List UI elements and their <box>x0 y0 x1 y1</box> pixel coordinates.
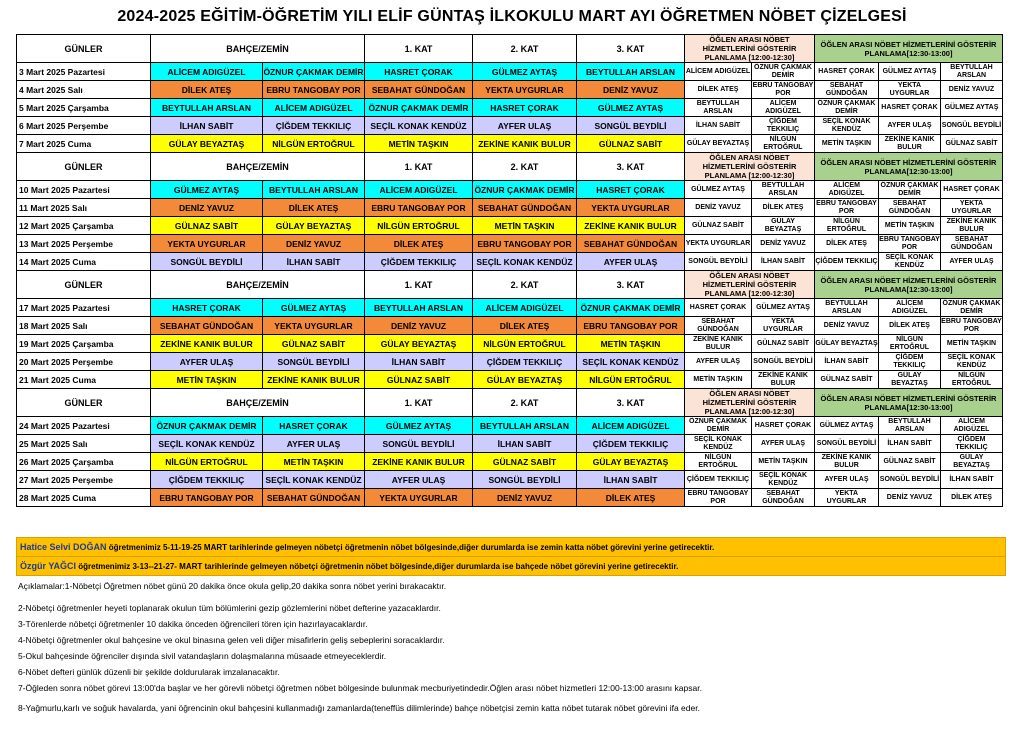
duty-cell: EBRU TANGOBAY POR <box>365 199 473 217</box>
lunch-cell: İLHAN SABİT <box>879 435 941 453</box>
explanation-line: 6-Nöbet defteri günlük düzenli bir şekilde doldurularak imzalanacaktır. <box>18 667 280 677</box>
header-garden: BAHÇE/ZEMİN <box>151 271 365 299</box>
schedule-row <box>17 471 1003 489</box>
duty-cell: HASRET ÇORAK <box>577 181 685 199</box>
lunch-cell: İLHAN SABİT <box>815 353 879 371</box>
header-row <box>17 153 1003 181</box>
duty-cell: NİLGÜN ERTOĞRUL <box>577 371 685 389</box>
lunch-cell: GÜLAY BEYAZTAŞ <box>941 453 1003 471</box>
lunch-cell: EBRU TANGOBAY POR <box>879 236 940 251</box>
lunch-cell: METİN TAŞKIN <box>815 135 879 153</box>
lunch-cell: SEÇİL KONAK KENDÜZ <box>815 117 879 135</box>
lunch-cell: YEKTA UYGURLAR <box>879 81 941 99</box>
lunch-cell: HASRET ÇORAK <box>879 99 941 117</box>
duty-cell: DİLEK ATEŞ <box>263 199 365 217</box>
day-cell: 25 Mart 2025 Salı <box>17 435 151 453</box>
lunch-cell: ALİCEM ADIGÜZEL <box>685 63 752 81</box>
day-cell: 19 Mart 2025 Çarşamba <box>17 335 151 353</box>
duty-cell: SONGÜL BEYDİLİ <box>365 435 473 453</box>
schedule-row <box>17 235 1003 253</box>
duty-cell: SONGÜL BEYDİLİ <box>473 471 577 489</box>
lunch-cell: ÖZNUR ÇAKMAK DEMİR <box>879 181 941 199</box>
lunch-cell: DENİZ YAVUZ <box>685 199 752 217</box>
duty-schedule-table <box>16 34 1003 507</box>
duty-cell: ALİCEM ADIGÜZEL <box>365 181 473 199</box>
duty-cell: SONGÜL BEYDİLİ <box>151 253 263 271</box>
lunch-cell: METİN TAŞKIN <box>685 371 752 389</box>
lunch-cell: GÜLNAZ SABİT <box>815 371 879 389</box>
duty-cell: DENİZ YAVUZ <box>151 199 263 217</box>
lunch-cell: ÇİĞDEM TEKKILIÇ <box>815 253 879 271</box>
lunch-cell: GÜLMEZ AYTAŞ <box>752 299 815 317</box>
duty-cell: NİLGÜN ERTOĞRUL <box>263 135 365 153</box>
duty-cell: GÜLAY BEYAZTAŞ <box>151 135 263 153</box>
duty-cell: YEKTA UYGURLAR <box>473 81 577 99</box>
lunch-cell: YEKTA UYGURLAR <box>752 317 815 335</box>
duty-cell: İLHAN SABİT <box>365 353 473 371</box>
lunch-cell: NİLGÜN ERTOĞRUL <box>815 217 879 235</box>
lunch-cell: SEÇİL KONAK KENDÜZ <box>879 253 941 271</box>
duty-cell: YEKTA UYGURLAR <box>365 489 473 507</box>
lunch-cell: SEÇİL KONAK KENDÜZ <box>685 435 752 453</box>
duty-cell: SEBAHAT GÜNDOĞAN <box>473 199 577 217</box>
duty-cell: ZEKİNE KANIK BULUR <box>577 217 685 235</box>
header-row <box>17 389 1003 417</box>
schedule-row <box>17 117 1003 135</box>
header-days: GÜNLER <box>17 271 151 299</box>
header-floor-3: 3. KAT <box>577 35 685 63</box>
schedule-row <box>17 135 1003 153</box>
schedule-row <box>17 299 1003 317</box>
lunch-cell: ÇİĞDEM TEKKILIÇ <box>879 353 941 371</box>
duty-cell: ALİCEM ADIGÜZEL <box>473 299 577 317</box>
duty-cell: ZEKİNE KANIK BULUR <box>151 335 263 353</box>
duty-cell: ÖZNUR ÇAKMAK DEMİR <box>263 63 365 81</box>
header-garden: BAHÇE/ZEMİN <box>151 389 365 417</box>
duty-cell: SONGÜL BEYDİLİ <box>577 117 685 135</box>
duty-cell: SEBAHAT GÜNDOĞAN <box>263 489 365 507</box>
day-cell: 4 Mart 2025 Salı <box>17 81 151 99</box>
lunch-cell: GÜLAY BEYAZTAŞ <box>815 335 879 353</box>
header-lunch-1: ÖĞLEN ARASI NÖBET HİZMETLERİNİ GÖSTERİR PLANLAMA [12:00-12:30] <box>685 389 815 417</box>
lunch-cell: ALİCEM ADIGÜZEL <box>752 99 815 117</box>
lunch-cell: SEBAHAT GÜNDOĞAN <box>752 489 815 507</box>
day-cell: 18 Mart 2025 Salı <box>17 317 151 335</box>
lunch-cell: SEÇİL KONAK KENDÜZ <box>752 471 815 489</box>
duty-cell: ZEKİNE KANIK BULUR <box>473 135 577 153</box>
schedule-row <box>17 435 1003 453</box>
lunch-cell: ZEKİNE KANIK BULUR <box>752 371 815 389</box>
header-lunch-1: ÖĞLEN ARASI NÖBET HİZMETLERİNİ GÖSTERİR PLANLAMA [12:00-12:30] <box>685 271 815 299</box>
lunch-cell: BEYTULLAH ARSLAN <box>815 299 879 317</box>
lunch-cell: ÖZNUR ÇAKMAK DEMİR <box>941 299 1003 317</box>
day-cell: 6 Mart 2025 Perşembe <box>17 117 151 135</box>
lunch-cell: GÜLAY BEYAZTAŞ <box>685 135 752 153</box>
special-note <box>16 537 1006 557</box>
header-lunch-2: ÖĞLEN ARASI NÖBET HİZMETLERİNİ GÖSTERİR PLANLAMA[12:30-13:00] <box>815 271 1003 299</box>
duty-cell: SEBAHAT GÜNDOĞAN <box>365 81 473 99</box>
schedule-row <box>17 353 1003 371</box>
schedule-row <box>17 253 1003 271</box>
lunch-cell: GÜLNAZ SABİT <box>941 135 1003 153</box>
duty-cell: DİLEK ATEŞ <box>473 317 577 335</box>
header-lunch-1: ÖĞLEN ARASI NÖBET HİZMETLERİNİ GÖSTERİR PLANLAMA [12:00-12:30] <box>685 153 815 181</box>
lunch-cell: METİN TAŞKIN <box>879 217 941 235</box>
duty-cell: ZEKİNE KANIK BULUR <box>365 453 473 471</box>
lunch-cell: EBRU TANGOBAY POR <box>941 318 1002 333</box>
special-note-text: öğretmenimiz 5-11-19-25 MART tarihlerinde gelmeyen nöbetçi öğretmenin nöbet bölgesinde,diğer durumlarda ise zemin katta nöbet görevini yerine getirecektir. <box>106 543 715 552</box>
lunch-cell: YEKTA UYGURLAR <box>815 489 879 507</box>
lunch-cell: BEYTULLAH ARSLAN <box>685 99 752 117</box>
duty-cell: EBRU TANGOBAY POR <box>151 489 263 507</box>
duty-cell: GÜLMEZ AYTAŞ <box>473 63 577 81</box>
duty-cell: DENİZ YAVUZ <box>473 489 577 507</box>
duty-cell: NİLGÜN ERTOĞRUL <box>151 453 263 471</box>
duty-cell: ÇİĞDEM TEKKILIÇ <box>365 253 473 271</box>
special-note-name: Hatice Selvi DOĞAN <box>20 542 107 552</box>
lunch-cell: ÇİĞDEM TEKKILIÇ <box>941 435 1003 453</box>
duty-cell: SEÇİL KONAK KENDÜZ <box>151 435 263 453</box>
header-lunch-2: ÖĞLEN ARASI NÖBET HİZMETLERİNİ GÖSTERİR PLANLAMA[12:30-13:00] <box>815 153 1003 181</box>
lunch-cell: EBRU TANGOBAY POR <box>752 82 814 97</box>
duty-cell: EBRU TANGOBAY POR <box>577 317 685 335</box>
header-row <box>17 35 1003 63</box>
schedule-row <box>17 181 1003 199</box>
lunch-cell: ÖZNUR ÇAKMAK DEMİR <box>685 417 752 435</box>
lunch-cell: SEBAHAT GÜNDOĞAN <box>941 235 1003 253</box>
duty-cell: AYFER ULAŞ <box>365 471 473 489</box>
lunch-cell: ÇİĞDEM TEKKILIÇ <box>685 471 752 489</box>
duty-cell: GÜLMEZ AYTAŞ <box>151 181 263 199</box>
duty-cell: SONGÜL BEYDİLİ <box>263 353 365 371</box>
header-floor-3: 3. KAT <box>577 271 685 299</box>
lunch-cell: DENİZ YAVUZ <box>879 489 941 507</box>
lunch-cell: GÜLAY BEYAZTAŞ <box>752 217 815 235</box>
day-cell: 27 Mart 2025 Perşembe <box>17 471 151 489</box>
lunch-cell: METİN TAŞKIN <box>941 335 1003 353</box>
lunch-cell: DENİZ YAVUZ <box>815 317 879 335</box>
duty-cell: İLHAN SABİT <box>151 117 263 135</box>
lunch-cell: SONGÜL BEYDİLİ <box>941 117 1003 135</box>
lunch-cell: SEBAHAT GÜNDOĞAN <box>685 317 752 335</box>
duty-cell: BEYTULLAH ARSLAN <box>151 99 263 117</box>
lunch-cell: GÜLMEZ AYTAŞ <box>941 99 1003 117</box>
lunch-cell: DİLEK ATEŞ <box>879 317 941 335</box>
lunch-cell: AYFER ULAŞ <box>752 435 815 453</box>
lunch-cell: SEBAHAT GÜNDOĞAN <box>879 199 941 217</box>
lunch-cell: ÖZNUR ÇAKMAK DEMİR <box>752 63 815 81</box>
header-lunch-1: ÖĞLEN ARASI NÖBET HİZMETLERİNİ GÖSTERİR PLANLAMA [12:00-12:30] <box>685 35 815 63</box>
header-row <box>17 271 1003 299</box>
duty-cell: DİLEK ATEŞ <box>577 489 685 507</box>
special-note <box>16 557 1006 576</box>
duty-cell: ÇİĞDEM TEKKILIÇ <box>473 353 577 371</box>
duty-cell: BEYTULLAH ARSLAN <box>263 181 365 199</box>
header-floor-1: 1. KAT <box>365 153 473 181</box>
duty-cell: METİN TAŞKIN <box>365 135 473 153</box>
schedule-row <box>17 63 1003 81</box>
lunch-cell: YEKTA UYGURLAR <box>941 199 1003 217</box>
day-cell: 12 Mart 2025 Çarşamba <box>17 217 151 235</box>
lunch-cell: HASRET ÇORAK <box>752 417 815 435</box>
duty-cell: DENİZ YAVUZ <box>365 317 473 335</box>
explanation-line: 2-Nöbetçi öğretmenler heyeti toplanarak okulun tüm bölümlerini gezip gözlemlerini nöbet defterine yazacaklardır. <box>18 603 441 613</box>
duty-cell: ALİCEM ADIGÜZEL <box>577 417 685 435</box>
header-floor-2: 2. KAT <box>473 389 577 417</box>
header-floor-3: 3. KAT <box>577 153 685 181</box>
lunch-cell: İLHAN SABİT <box>941 471 1003 489</box>
duty-cell: EBRU TANGOBAY POR <box>263 81 365 99</box>
duty-cell: SEBAHAT GÜNDOĞAN <box>151 317 263 335</box>
lunch-cell: NİLGÜN ERTOĞRUL <box>941 371 1003 389</box>
header-lunch-2: ÖĞLEN ARASI NÖBET HİZMETLERİNİ GÖSTERİR PLANLAMA[12:30-13:00] <box>815 35 1003 63</box>
duty-cell: ÇİĞDEM TEKKILIÇ <box>151 471 263 489</box>
lunch-cell: SEÇİL KONAK KENDÜZ <box>941 353 1003 371</box>
lunch-cell: NİLGÜN ERTOĞRUL <box>879 335 941 353</box>
lunch-cell: YEKTA UYGURLAR <box>685 235 752 253</box>
header-floor-1: 1. KAT <box>365 271 473 299</box>
duty-cell: AYFER ULAŞ <box>263 435 365 453</box>
lunch-cell: BEYTULLAH ARSLAN <box>879 417 941 435</box>
header-garden: BAHÇE/ZEMİN <box>151 35 365 63</box>
day-cell: 26 Mart 2025 Çarşamba <box>17 453 151 471</box>
header-floor-2: 2. KAT <box>473 153 577 181</box>
duty-cell: GÜLMEZ AYTAŞ <box>577 99 685 117</box>
header-days: GÜNLER <box>17 389 151 417</box>
lunch-cell: AYFER ULAŞ <box>685 353 752 371</box>
explanation-line: Açıklamalar:1-Nöbetçi Öğretmen nöbet günü 20 dakika önce okula gelip,20 dakika sonra nöbet yerini bırakacaktır. <box>18 581 447 591</box>
duty-cell: AYFER ULAŞ <box>151 353 263 371</box>
day-cell: 24 Mart 2025 Pazartesi <box>17 417 151 435</box>
duty-cell: DİLEK ATEŞ <box>151 81 263 99</box>
duty-cell: METİN TAŞKIN <box>151 371 263 389</box>
duty-cell: YEKTA UYGURLAR <box>263 317 365 335</box>
lunch-cell: GÜLNAZ SABİT <box>752 335 815 353</box>
lunch-cell: NİLGÜN ERTOĞRUL <box>685 453 752 471</box>
duty-cell: GÜLMEZ AYTAŞ <box>365 417 473 435</box>
duty-cell: HASRET ÇORAK <box>365 63 473 81</box>
duty-cell: SEBAHAT GÜNDOĞAN <box>577 235 685 253</box>
day-cell: 21 Mart 2025 Cuma <box>17 371 151 389</box>
duty-cell: GÜLNAZ SABİT <box>151 217 263 235</box>
lunch-cell: HASRET ÇORAK <box>815 63 879 81</box>
header-days: GÜNLER <box>17 153 151 181</box>
lunch-cell: GÜLAY BEYAZTAŞ <box>879 371 941 389</box>
lunch-cell: GÜLNAZ SABİT <box>879 453 941 471</box>
duty-cell: GÜLAY BEYAZTAŞ <box>473 371 577 389</box>
duty-cell: SEÇİL KONAK KENDÜZ <box>577 353 685 371</box>
duty-cell: ÖZNUR ÇAKMAK DEMİR <box>577 299 685 317</box>
day-cell: 3 Mart 2025 Pazartesi <box>17 63 151 81</box>
lunch-cell: EBRU TANGOBAY POR <box>685 489 752 507</box>
duty-cell: ÇİĞDEM TEKKILIÇ <box>577 435 685 453</box>
lunch-cell: DİLEK ATEŞ <box>752 199 815 217</box>
header-floor-1: 1. KAT <box>365 35 473 63</box>
duty-cell: NİLGÜN ERTOĞRUL <box>365 217 473 235</box>
duty-cell: GÜLNAZ SABİT <box>365 371 473 389</box>
duty-cell: SEÇİL KONAK KENDÜZ <box>365 117 473 135</box>
duty-cell: ALİCEM ADIGÜZEL <box>263 99 365 117</box>
lunch-cell: EBRU TANGOBAY POR <box>816 200 877 215</box>
duty-cell: METİN TAŞKIN <box>473 217 577 235</box>
duty-cell: GÜLAY BEYAZTAŞ <box>577 453 685 471</box>
duty-cell: İLHAN SABİT <box>263 253 365 271</box>
header-days: GÜNLER <box>17 35 151 63</box>
duty-cell: YEKTA UYGURLAR <box>577 199 685 217</box>
duty-cell: DENİZ YAVUZ <box>577 81 685 99</box>
header-floor-2: 2. KAT <box>473 271 577 299</box>
lunch-cell: SONGÜL BEYDİLİ <box>752 353 815 371</box>
schedule-row <box>17 99 1003 117</box>
day-cell: 28 Mart 2025 Cuma <box>17 489 151 507</box>
duty-cell: NİLGÜN ERTOĞRUL <box>473 335 577 353</box>
duty-cell: İLHAN SABİT <box>577 471 685 489</box>
duty-cell: ÇİĞDEM TEKKILIÇ <box>263 117 365 135</box>
lunch-cell: ZEKİNE KANIK BULUR <box>941 217 1003 235</box>
explanation-line: 7-Öğleden sonra nöbet görevi 13:00'da başlar ve her görevli nöbetçi öğretmen nöbet bölgesinde bulunmak mecburiyetindedir.Öğlen arası nöbet hizmetleri 12:00-13:00 arasını kapsar. <box>18 683 702 693</box>
explanation-line: 4-Nöbetçi öğretmenler okul bahçesine ve okul binasına gelen veli diğer misafirlerin geliş sebeplerini soracaklardır. <box>18 635 445 645</box>
schedule-row <box>17 317 1003 335</box>
lunch-cell: GÜLMEZ AYTAŞ <box>685 181 752 199</box>
duty-cell: YEKTA UYGURLAR <box>151 235 263 253</box>
duty-cell: GÜLNAZ SABİT <box>473 453 577 471</box>
day-cell: 7 Mart 2025 Cuma <box>17 135 151 153</box>
special-note-name: Özgür YAĞCI <box>20 561 77 571</box>
schedule-row <box>17 199 1003 217</box>
lunch-cell: ZEKİNE KANIK BULUR <box>879 135 941 153</box>
day-cell: 17 Mart 2025 Pazartesi <box>17 299 151 317</box>
special-note-text: öğretmenimiz 3-13--21-27- MART tarihlerinde gelmeyen nöbetçi öğretmenin nöbet bölgesinde,diğer durumlarda ise bahçede nöbet görevini yerine getirecektir. <box>76 562 679 571</box>
schedule-row <box>17 217 1003 235</box>
lunch-cell: ÇİĞDEM TEKKILIÇ <box>752 117 815 135</box>
duty-cell: GÜLMEZ AYTAŞ <box>263 299 365 317</box>
duty-cell: METİN TAŞKIN <box>577 335 685 353</box>
lunch-cell: ALİCEM ADIGÜZEL <box>815 181 879 199</box>
duty-cell: GÜLAY BEYAZTAŞ <box>263 217 365 235</box>
lunch-cell: İLHAN SABİT <box>685 117 752 135</box>
lunch-cell: SONGÜL BEYDİLİ <box>879 471 941 489</box>
lunch-cell: SEBAHAT GÜNDOĞAN <box>815 81 879 99</box>
duty-cell: GÜLNAZ SABİT <box>263 335 365 353</box>
lunch-cell: METİN TAŞKIN <box>752 453 815 471</box>
explanation-line: 3-Törenlerde nöbetçi öğretmenler 10 dakika önceden öğrencileri tören için hazırlayacaklardır. <box>18 619 368 629</box>
lunch-cell: ALİCEM ADIGÜZEL <box>879 299 941 317</box>
lunch-cell: ZEKİNE KANIK BULUR <box>685 335 752 353</box>
lunch-cell: ZEKİNE KANIK BULUR <box>815 453 879 471</box>
day-cell: 14 Mart 2025 Cuma <box>17 253 151 271</box>
lunch-cell: AYFER ULAŞ <box>815 471 879 489</box>
duty-cell: AYFER ULAŞ <box>473 117 577 135</box>
lunch-cell: SONGÜL BEYDİLİ <box>685 253 752 271</box>
page-title: 2024-2025 EĞİTİM-ÖĞRETİM YILI ELİF GÜNTAŞ İLKOKULU MART AYI ÖĞRETMEN NÖBET ÇİZELGESİ <box>117 8 907 25</box>
duty-cell: İLHAN SABİT <box>473 435 577 453</box>
lunch-cell: NİLGÜN ERTOĞRUL <box>752 135 815 153</box>
header-garden: BAHÇE/ZEMİN <box>151 153 365 181</box>
day-cell: 13 Mart 2025 Perşembe <box>17 235 151 253</box>
duty-cell: DİLEK ATEŞ <box>365 235 473 253</box>
day-cell: 10 Mart 2025 Pazartesi <box>17 181 151 199</box>
duty-cell: GÜLNAZ SABİT <box>577 135 685 153</box>
lunch-cell: BEYTULLAH ARSLAN <box>752 181 815 199</box>
lunch-cell: HASRET ÇORAK <box>685 299 752 317</box>
explanation-line: 5-Okul bahçesinde öğrenciler dışında sivil vatandaşların dolaşmalarına müsaade etmeyeceklerdir. <box>18 651 387 661</box>
duty-cell: HASRET ÇORAK <box>263 417 365 435</box>
lunch-cell: DİLEK ATEŞ <box>941 489 1003 507</box>
duty-cell: ZEKİNE KANIK BULUR <box>263 371 365 389</box>
duty-cell: ÖZNUR ÇAKMAK DEMİR <box>473 181 577 199</box>
lunch-cell: HASRET ÇORAK <box>941 181 1003 199</box>
duty-cell: EBRU TANGOBAY POR <box>473 235 577 253</box>
header-lunch-2: ÖĞLEN ARASI NÖBET HİZMETLERİNİ GÖSTERİR PLANLAMA[12:30-13:00] <box>815 389 1003 417</box>
lunch-cell: ALİCEM ADIGÜZEL <box>941 417 1003 435</box>
lunch-cell: DİLEK ATEŞ <box>815 235 879 253</box>
duty-cell: BEYTULLAH ARSLAN <box>577 63 685 81</box>
duty-cell: SEÇİL KONAK KENDÜZ <box>263 471 365 489</box>
lunch-cell: ÖZNUR ÇAKMAK DEMİR <box>815 99 879 117</box>
notes-section <box>16 537 1006 716</box>
duty-cell: GÜLAY BEYAZTAŞ <box>365 335 473 353</box>
day-cell: 11 Mart 2025 Salı <box>17 199 151 217</box>
schedule-row <box>17 335 1003 353</box>
lunch-cell: AYFER ULAŞ <box>879 117 941 135</box>
lunch-cell: GÜLNAZ SABİT <box>685 217 752 235</box>
lunch-cell: SONGÜL BEYDİLİ <box>815 435 879 453</box>
lunch-cell: GÜLMEZ AYTAŞ <box>815 417 879 435</box>
header-floor-1: 1. KAT <box>365 389 473 417</box>
day-cell: 5 Mart 2025 Çarşamba <box>17 99 151 117</box>
duty-cell: BEYTULLAH ARSLAN <box>365 299 473 317</box>
lunch-cell: AYFER ULAŞ <box>941 253 1003 271</box>
duty-cell: AYFER ULAŞ <box>577 253 685 271</box>
duty-cell: ÖZNUR ÇAKMAK DEMİR <box>151 417 263 435</box>
duty-cell: SEÇİL KONAK KENDÜZ <box>473 253 577 271</box>
schedule-row <box>17 489 1003 507</box>
duty-cell: ALİCEM ADIGÜZEL <box>151 63 263 81</box>
header-floor-3: 3. KAT <box>577 389 685 417</box>
explanation-line: 8-Yağmurlu,karlı ve soğuk havalarda, yani öğrencinin okul bahçesini kullanmadığı zamanlarda(teneffüs dilimlerinde) bahçe nöbetçisi zemin katta nöbet tutarak nöbet görevini ifa eder. <box>18 703 700 713</box>
duty-cell: ÖZNUR ÇAKMAK DEMİR <box>365 99 473 117</box>
duty-cell: HASRET ÇORAK <box>473 99 577 117</box>
duty-cell: BEYTULLAH ARSLAN <box>473 417 577 435</box>
day-cell: 20 Mart 2025 Perşembe <box>17 353 151 371</box>
header-floor-2: 2. KAT <box>473 35 577 63</box>
lunch-cell: DENİZ YAVUZ <box>941 81 1003 99</box>
duty-cell: DENİZ YAVUZ <box>263 235 365 253</box>
lunch-cell: DENİZ YAVUZ <box>752 235 815 253</box>
lunch-cell: BEYTULLAH ARSLAN <box>941 63 1003 81</box>
schedule-row <box>17 371 1003 389</box>
lunch-cell: DİLEK ATEŞ <box>685 81 752 99</box>
lunch-cell: İLHAN SABİT <box>752 253 815 271</box>
schedule-row <box>17 417 1003 435</box>
lunch-cell: GÜLMEZ AYTAŞ <box>879 63 941 81</box>
schedule-row <box>17 453 1003 471</box>
duty-cell: METİN TAŞKIN <box>263 453 365 471</box>
duty-cell: HASRET ÇORAK <box>151 299 263 317</box>
schedule-row <box>17 81 1003 99</box>
